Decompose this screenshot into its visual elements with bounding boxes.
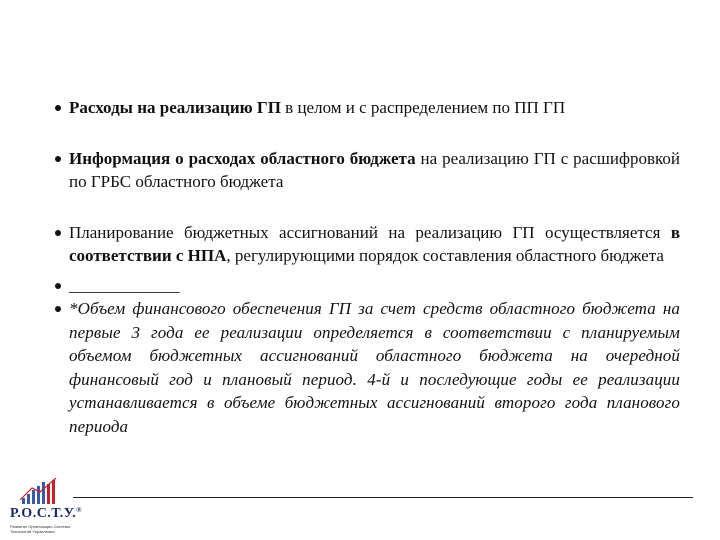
logo-subtitle: Развитие Организации Системы Технологий Управления bbox=[10, 524, 71, 534]
bullet-item bbox=[52, 96, 680, 120]
bullet-rest-text: , регулирующими порядок составления областного бюджета bbox=[226, 246, 664, 265]
logo-bar bbox=[22, 498, 25, 504]
logo-name-text: Р.О.С.Т.У. bbox=[10, 506, 77, 521]
bullet-bold-text: в соответствии с НПА bbox=[69, 222, 680, 265]
bullet-pre-text: Планирование бюджетных ассигнований на реализацию ГП осуществляется bbox=[69, 222, 671, 242]
logo-bar bbox=[32, 490, 35, 504]
bullet-item bbox=[52, 297, 680, 438]
bullet-bold-text: Расходы на реализацию ГП bbox=[69, 98, 281, 117]
logo-bar bbox=[47, 484, 50, 504]
bullet-rest-text: на реализацию ГП с расшифровкой по ГРБС областного бюджета bbox=[69, 148, 680, 191]
bullet-text bbox=[69, 98, 565, 117]
logo-bar bbox=[37, 486, 40, 504]
footer-divider bbox=[73, 497, 693, 498]
bullet-text bbox=[69, 149, 680, 192]
footnote-separator: _____________ bbox=[69, 275, 180, 295]
bullet-dot bbox=[55, 306, 61, 312]
bullet-dot bbox=[55, 105, 61, 111]
bullet-item bbox=[52, 274, 680, 298]
bullet-dot bbox=[55, 156, 61, 162]
logo-name bbox=[10, 506, 82, 522]
bullet-dot bbox=[55, 283, 61, 289]
logo-bar bbox=[27, 494, 30, 504]
bullet-list bbox=[52, 96, 680, 438]
bullet-bold-text: Информация о расходах областного бюджета bbox=[69, 148, 416, 168]
bullet-item bbox=[52, 221, 680, 268]
logo-bar bbox=[42, 482, 45, 504]
bullet-text bbox=[69, 223, 680, 266]
logo-bar bbox=[52, 480, 55, 504]
bullet-item bbox=[52, 147, 680, 194]
bullet-dot bbox=[55, 230, 61, 236]
bullet-rest-text: в целом и с распределением по ПП ГП bbox=[280, 98, 566, 117]
footnote-text: *Объем финансового обеспечения ГП за счет средств областного бюджета на первые 3 года ее реализации определяется в соответствии с планируемым объемом бюджетных ассигнований областного бюджета на очередной финансовый год и плановый период. 4-й и последующие годы ее реализации устанавливается в объеме бюджетных ассигнований второго года планового периода bbox=[69, 299, 680, 436]
logo-registered-mark: ® bbox=[76, 506, 82, 514]
